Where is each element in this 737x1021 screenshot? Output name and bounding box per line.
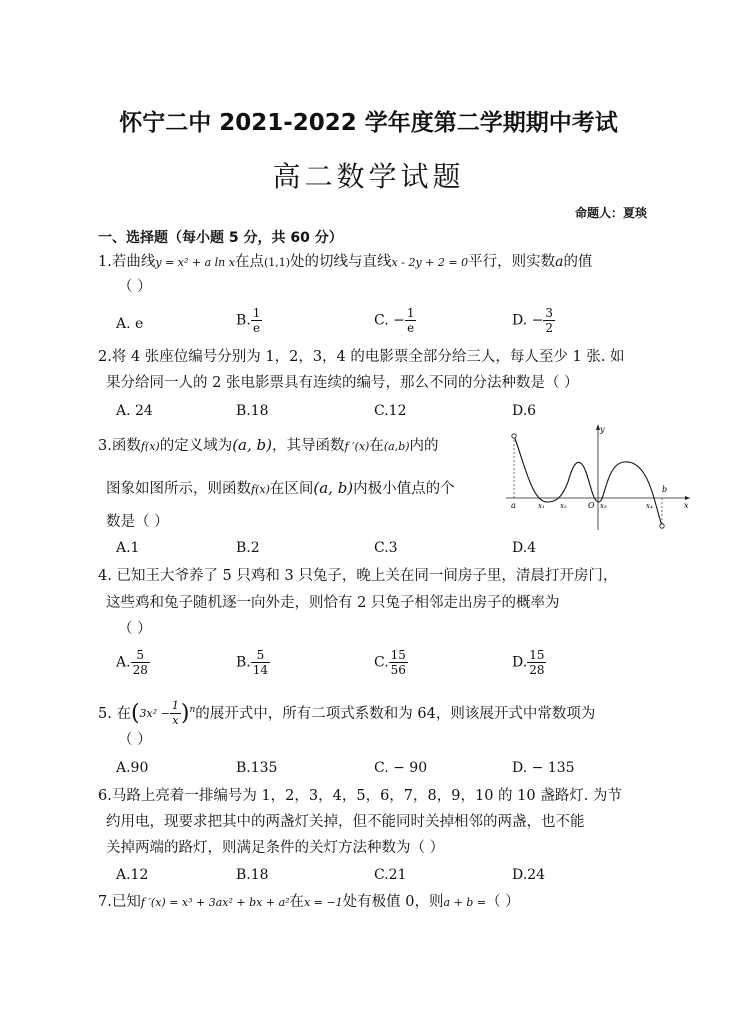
q6-line-1: 6.马路上亮着一排编号为 1，2，3，4，5，6，7，8，9，10 的 10 盏路灯. 为节 [98,788,622,804]
q6-option-d: D.24 [512,867,545,883]
q3-option-b: B.2 [236,540,260,556]
numerator: 1 [252,306,261,320]
q3-derivative: f ′(x) [344,440,370,453]
q1-paren: （ ） [118,279,152,295]
q1-option-c [374,306,416,335]
exam-title: 怀宁二中 2021-2022 学年度第二学期期中考试 [119,110,618,136]
q4-option-d [512,648,546,677]
q7-text: 处有极值 0，则 [342,894,444,910]
numerator: 3 [545,306,553,320]
q5-paren: （ ） [118,732,152,748]
denominator: e [407,321,415,335]
x-axis-arrow [685,496,690,500]
q4-paren: （ ） [118,621,152,637]
q7-text: 在 [289,894,305,910]
q5-base: 3x² − [139,706,170,720]
denominator: x [172,714,179,728]
y-label: y [600,425,605,434]
fraction [251,306,263,335]
section-heading: 一、选择题（每小题 5 分，共 60 分） [98,230,343,246]
denominator: e [253,321,261,335]
q4-option-b [236,648,270,677]
q1-stem [98,252,592,273]
q6-line-3: 关掉两端的路灯，则满足条件的关灯方法种数为（ ） [106,840,445,856]
a-label: a [511,501,516,510]
q4-option-a [116,648,150,677]
q7-paren: （ ） [486,894,520,910]
x2-label: x₂ [560,502,567,510]
q2-option-d: D.6 [512,403,537,419]
fraction [543,306,555,335]
author-line: 命题人：夏琰 [574,206,647,220]
q6-option-b: B.18 [236,867,269,883]
q7-stem [98,892,520,913]
left-paren: ( [130,700,140,726]
q3-text: 在 [369,438,384,454]
option-label: C. [374,654,389,671]
q6-line-2: 约用电，现要求把其中的两盏灯关掉，但不能同时关掉相邻的两盏，也不能 [106,814,585,830]
exam-subtitle: 高二数学试题 [272,160,465,193]
q1-text: 1.若曲线 [98,254,156,270]
denominator: 28 [132,663,148,677]
numerator: 5 [131,648,150,663]
q1-option-b [236,306,262,335]
q5-exponent: n [189,705,196,715]
x4-label: x₄ [646,502,653,510]
open-endpoint-b [660,524,664,528]
q2-line-1: 2.将 4 张座位编号分别为 1，2，3，4 的电影票全部分给三人，每人至少 1 张. 如 [98,349,625,365]
x1-label: x₁ [538,502,545,510]
b-label: b [662,485,668,494]
q3-interval: (a, b) [313,479,354,497]
q1-curve-expr: y = x² + a ln x [155,256,235,269]
fraction [170,699,181,728]
q3-text: 在区间 [269,481,314,497]
q3-line-2 [106,478,455,500]
q5-text: 的展开式中，所有二项式系数和为 64，则该展开式中常数项为 [195,705,596,722]
q3-text: ，其导函数 [272,438,345,454]
q7-expr: f ′(x) = x³ + 3ax² + bx + a² [140,896,290,909]
q3-option-d: D.4 [512,540,537,556]
q3-line-3: 数是（ ） [106,514,169,530]
q3-text: 的定义域为 [159,438,233,454]
numerator: 1 [406,306,415,320]
q3-interval: (a,b) [383,440,410,453]
q3-text: 内的 [409,438,439,454]
q3-interval: (a, b) [232,436,272,454]
q7-condition: x = −1 [304,896,343,909]
q1-text: 的值 [563,254,593,270]
q1-option-a: A. e [116,316,144,332]
origin-label: O [588,501,595,510]
option-label: A. [116,654,131,671]
q1-line-expr: x - 2y + 2 = 0 [391,256,469,269]
numerator: 15 [529,648,545,662]
option-label: D. [512,654,528,671]
q3-text: 3.函数 [98,438,141,454]
q5-option-d: D. − 135 [512,760,575,776]
option-label: B. [236,312,251,329]
q6-option-a: A.12 [116,867,149,883]
right-paren: ) [180,700,190,726]
derivative-graph [502,422,692,534]
fraction [131,648,150,677]
q2-option-a: A. 24 [116,403,153,419]
derivative-curve [514,436,662,526]
q3-fx: f(x) [251,483,270,496]
x-label: x [684,501,689,510]
q5-option-b: B.135 [236,760,278,776]
fraction [405,306,417,335]
q3-text: 图象如图所示，则函数 [106,481,251,497]
fraction [389,648,408,677]
q3-line-1 [98,435,439,457]
fraction [527,648,546,677]
numerator: 5 [251,648,270,663]
q1-text: 处的切线与直线 [290,254,392,270]
denominator: 2 [545,321,553,335]
q2-line-2: 果分给同一人的 2 张电影票具有连续的编号，那么不同的分法种数是（ ） [106,375,579,391]
denominator: 56 [390,663,406,677]
q3-option-c: C.3 [374,540,398,556]
q4-option-c [374,648,408,677]
q7-ab: a + b = [443,896,487,909]
q5-stem [98,696,595,728]
q4-line-1: 4. 已知王大爷养了 5 只鸡和 3 只兔子，晚上关在同一间房子里，清晨打开房门， [98,568,618,584]
q3-text: 内极小值点的个 [353,481,455,497]
numerator: 1 [171,699,179,713]
q5-option-c: C. − 90 [374,760,428,776]
fraction [251,648,270,677]
option-label: B. [236,654,251,671]
denominator: 28 [529,663,545,677]
q4-line-2: 这些鸡和兔子随机逐一向外走，则恰有 2 只兔子相邻走出房子的概率为 [106,595,560,611]
open-endpoint-a [512,434,516,438]
denominator: 14 [252,663,269,677]
q6-option-c: C.21 [374,867,407,883]
numerator: 15 [390,648,406,662]
q3-option-a: A.1 [116,540,140,556]
q2-option-b: B.18 [236,403,269,419]
q7-text: 7.已知 [98,894,141,910]
option-label: C. − [374,312,405,329]
q5-text: 5. 在 [98,705,131,722]
q1-option-d [512,306,555,335]
q1-var: a [555,254,564,270]
q2-option-c: C.12 [374,403,407,419]
q1-text: 平行，则实数 [468,254,556,270]
q5-option-a: A.90 [116,760,149,776]
q3-fx: f(x) [140,440,160,453]
x3-label: x₃ [600,502,607,510]
q1-point: (1,1) [263,256,291,269]
q1-text: 在点 [234,254,264,270]
option-label: D. − [512,312,544,329]
